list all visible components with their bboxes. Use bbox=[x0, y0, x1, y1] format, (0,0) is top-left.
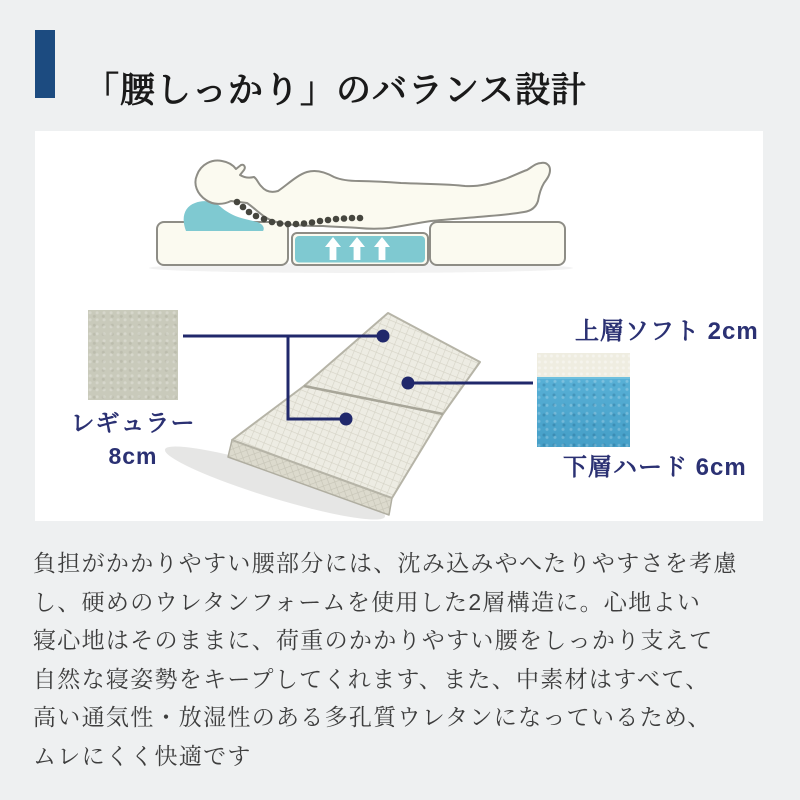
foam-hard-layer bbox=[537, 377, 630, 447]
regular-size: 8cm bbox=[108, 443, 158, 469]
bottom-layer-label: 下層ハード 6cm bbox=[563, 454, 747, 481]
description-paragraph bbox=[33, 544, 773, 775]
foam-soft-layer bbox=[537, 353, 630, 377]
description-line: 寝心地はそのままに、荷重のかかりやすい腰をしっかり支えて bbox=[33, 627, 714, 653]
fabric-swatch-image bbox=[88, 310, 178, 400]
connector-dot bbox=[402, 377, 415, 390]
description-line: ムレにくく快適です bbox=[33, 742, 252, 769]
connector-dot bbox=[377, 330, 390, 343]
section-title: 「腰しっかり」のバランス設計 bbox=[84, 71, 587, 111]
description-line: 自然な寝姿勢をキープしてくれます、また、中素材はすべて、 bbox=[33, 665, 710, 692]
description-line: 高い通気性・放湿性のある多孔質ウレタンになっているため、 bbox=[33, 704, 712, 730]
regular-name: レギュラー bbox=[70, 410, 196, 437]
title-accent-bar bbox=[35, 30, 55, 98]
description-line: し、硬めのウレタンフォームを使用した2層構造に。心地よい bbox=[33, 588, 702, 615]
illustration-panel bbox=[35, 131, 763, 521]
connector-dot bbox=[340, 413, 353, 426]
top-layer-label: 上層ソフト 2cm bbox=[575, 318, 759, 345]
foam-cross-section-image bbox=[537, 353, 630, 447]
regular-thickness-label bbox=[53, 407, 213, 473]
description-line: 負担がかかりやすい腰部分には、沈み込みやへたりやすさを考慮 bbox=[33, 550, 738, 576]
